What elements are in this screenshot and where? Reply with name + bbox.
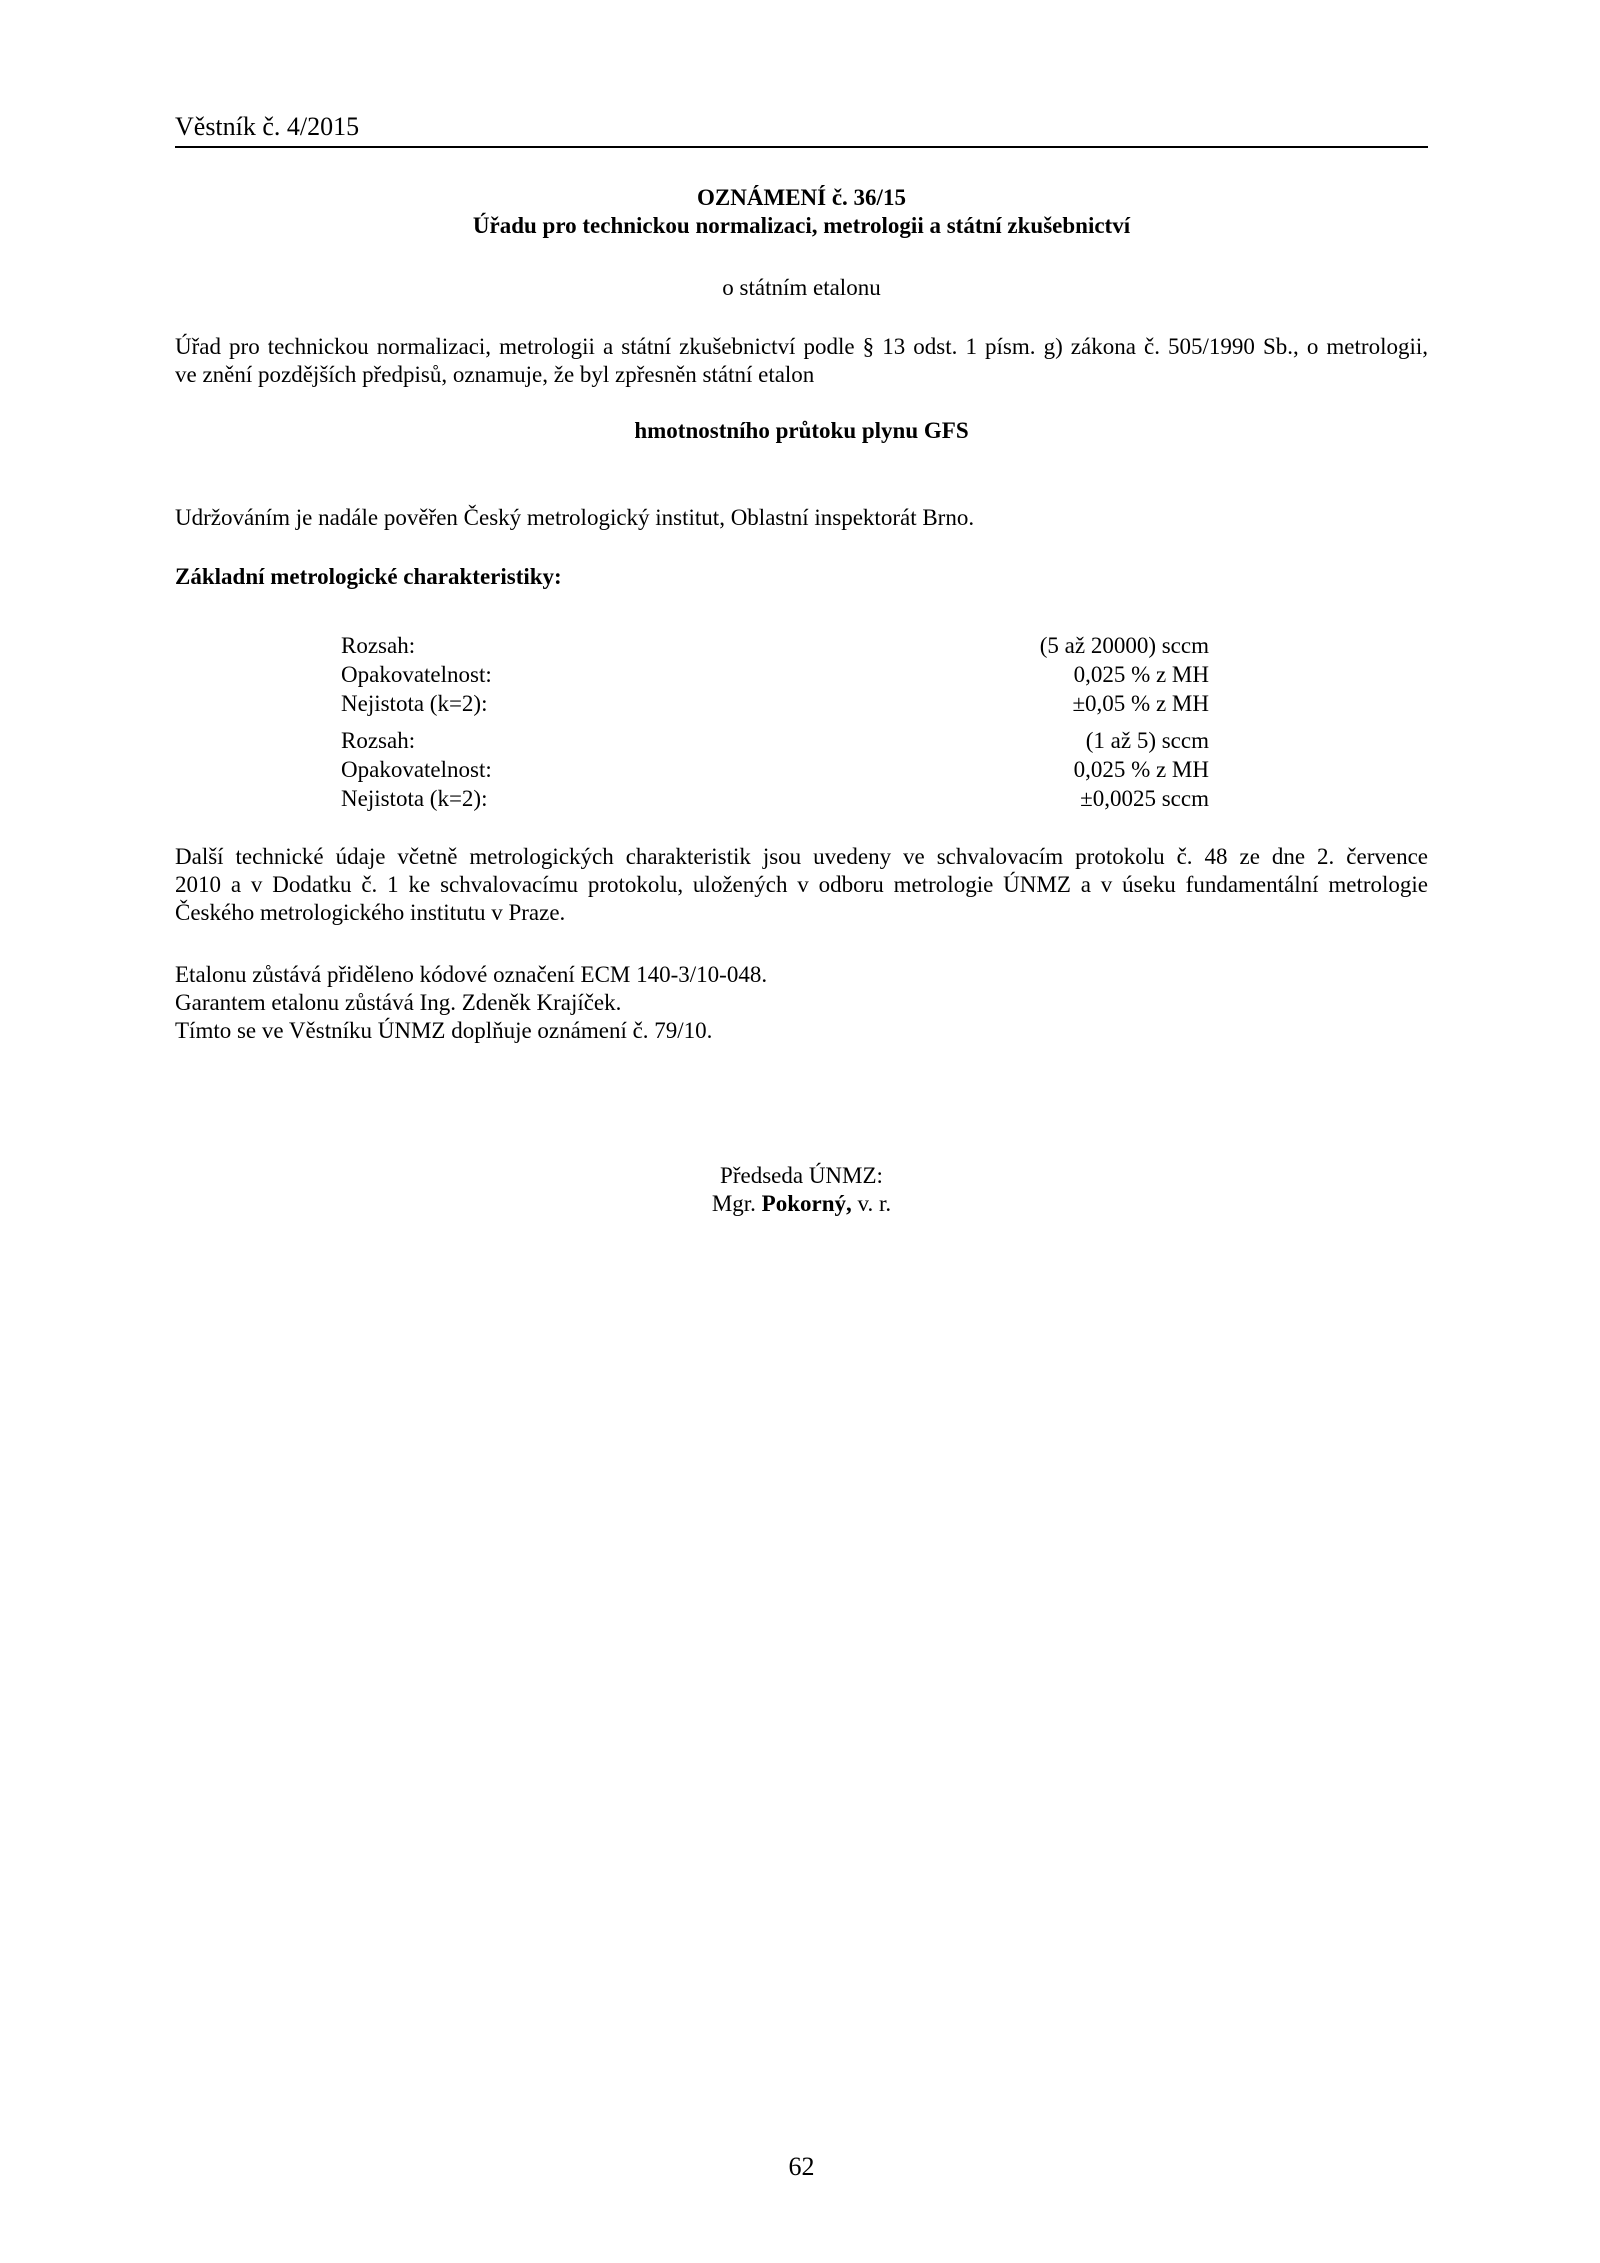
running-title: Věstník č. 4/2015 <box>175 112 360 141</box>
further-line: Českého metrologického institutu v Praze. <box>175 900 566 925</box>
characteristics-group <box>341 631 1209 718</box>
characteristic-label: Opakovatelnost: <box>341 757 492 782</box>
characteristic-row <box>341 631 1209 660</box>
intro-line: Úřad pro technickou normalizaci, metrologii a státní zkušebnictví podle § 13 odst. 1 písm. g) zákona č. 505/1990 Sb., o metrologii, <box>175 334 1428 359</box>
maintained-by-paragraph: Udržováním je nadále pověřen Český metrologický institut, Oblastní inspektorát Brno. <box>175 505 975 530</box>
further-details-paragraph <box>175 843 1428 927</box>
characteristics-heading: Základní metrologické charakteristiky: <box>175 564 562 589</box>
characteristic-row <box>341 784 1209 813</box>
page-number: 62 <box>788 2152 815 2181</box>
etalon-name: hmotnostního průtoku plynu GFS <box>634 418 969 443</box>
characteristic-label: Opakovatelnost: <box>341 662 492 687</box>
signature-surname: Pokorný, <box>761 1191 852 1216</box>
final-notes <box>175 961 1428 1045</box>
characteristic-value: (5 až 20000) sccm <box>1039 633 1209 658</box>
characteristic-row <box>341 689 1209 718</box>
characteristic-label: Nejistota (k=2): <box>341 786 488 811</box>
notice-subject: o státním etalonu <box>722 275 881 300</box>
final-note-line: Etalonu zůstává přiděleno kódové označení ECM 140-3/10-048. <box>175 962 768 987</box>
characteristic-value: ±0,05 % z MH <box>1072 691 1209 716</box>
notice-number: OZNÁMENÍ č. 36/15 <box>697 185 906 210</box>
signature-suffix: v. r. <box>857 1191 892 1216</box>
further-line: Další technické údaje včetně metrologických charakteristik jsou uvedeny ve schvalovacím protokolu č. 48 ze dne 2. července <box>175 844 1428 869</box>
final-note-line: Garantem etalonu zůstává Ing. Zdeněk Krajíček. <box>175 990 622 1015</box>
characteristic-label: Rozsah: <box>341 728 416 753</box>
characteristics-group <box>341 726 1209 813</box>
intro-line: ve znění pozdějších předpisů, oznamuje, že byl zpřesněn státní etalon <box>175 362 815 387</box>
notice-issuer: Úřadu pro technickou normalizaci, metrologii a státní zkušebnictví <box>472 213 1131 238</box>
signature-name <box>175 1190 1428 1218</box>
characteristic-label: Rozsah: <box>341 633 416 658</box>
characteristic-label: Nejistota (k=2): <box>341 691 488 716</box>
signature-prefix: Mgr. <box>711 1191 756 1216</box>
characteristic-row <box>341 660 1209 689</box>
characteristic-value: 0,025 % z MH <box>1073 662 1209 687</box>
characteristic-value: (1 až 5) sccm <box>1085 728 1209 753</box>
characteristic-row <box>341 726 1209 755</box>
characteristic-row <box>341 755 1209 784</box>
characteristic-value: ±0,0025 sccm <box>1080 786 1209 811</box>
header-rule <box>175 146 1428 148</box>
further-line: 2010 a v Dodatku č. 1 ke schvalovacímu protokolu, uložených v odboru metrologie ÚNMZ a v úseku fundamentální metrologie <box>175 872 1428 897</box>
signature-title: Předseda ÚNMZ: <box>720 1163 883 1188</box>
final-note-line: Tímto se ve Věstníku ÚNMZ doplňuje oznámení č. 79/10. <box>175 1018 713 1043</box>
characteristic-value: 0,025 % z MH <box>1073 757 1209 782</box>
intro-paragraph <box>175 333 1428 389</box>
